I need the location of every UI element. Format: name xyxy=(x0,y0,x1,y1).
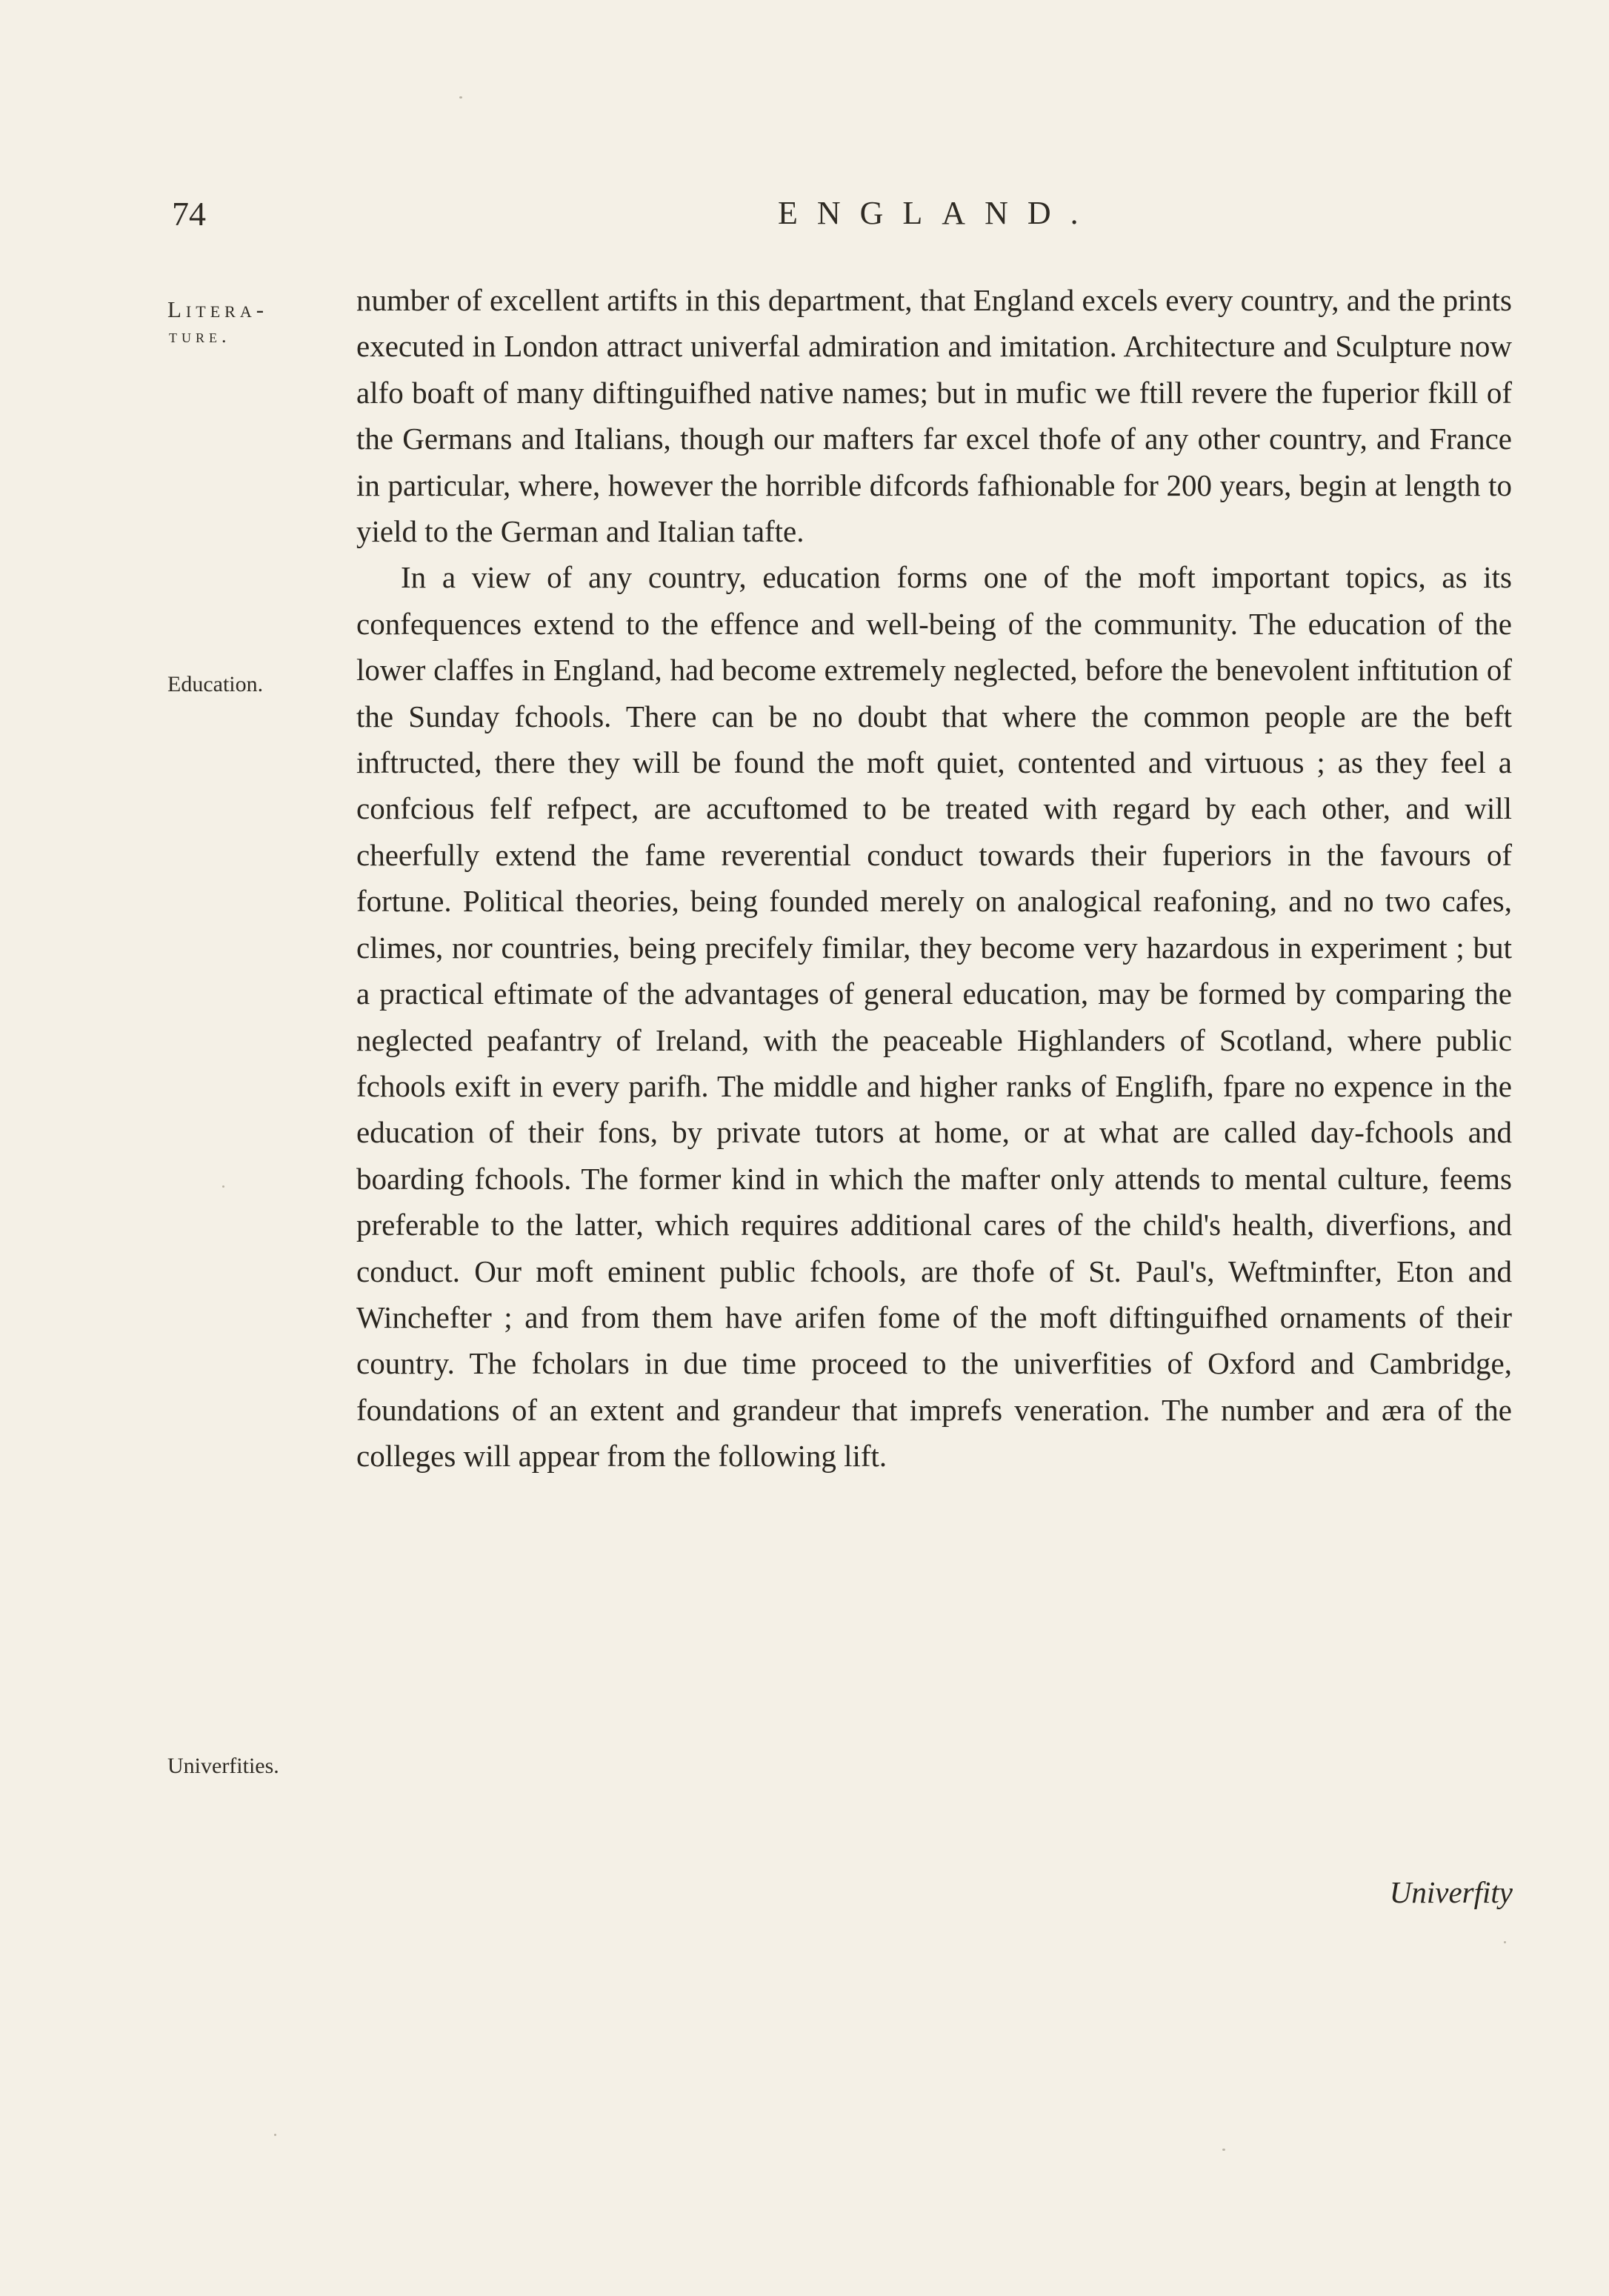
paragraph-education: In a view of any country, education forms one of the moft important topics, as its confequences extend to the effence and well-being of the community. The education of the lower claffes in England, had become extremely neglected, before the benevolent inftitution of the Sunday fchools. There can be no doubt that where the common people are the beft inftructed, there they will be found the moft quiet, contented and virtuous ; as they feel a confcious felf refpect, are accuftomed to be treated with regard by each other, and will cheerfully extend the fame reverential conduct towards their fuperiors in the favours of fortune. Political theories, being founded merely on analogical reafoning, and no two cafes, climes, nor countries, being precifely fimilar, they become very hazardous in experiment ; but a practical eftimate of the advantages of general education, may be formed by comparing the neglected peafantry of Ireland, with the peaceable Highlanders of Scotland, where public fchools exift in every parifh. The middle and higher ranks of Englifh, fpare no expence in the education of their fons, by private tutors at home, or at what are called day-fchools and boarding fchools. The former kind in which the mafter only attends to mental culture, feems preferable to the latter, which requires additional cares of the child's health, diverfions, and conduct. Our moft eminent public fchools, are thofe of St. Paul's, Weftminfter, Eton and Winchefter ; and from them have arifen fome of the moft diftinguifhed ornaments of their country. The fcholars in due time proceed to the univerfities of Oxford and Cambridge, foundations of an extent and grandeur that imprefs veneration. The number and æra of the colleges will appear from the following lift. xyxy=(356,560,1512,1474)
margin-note-education: Education. xyxy=(167,672,264,696)
margin-note-literature-line1: Litera- xyxy=(167,296,269,322)
margin-note-universities: Univerfities. xyxy=(167,1754,279,1778)
paper-speck xyxy=(274,2134,276,2136)
paragraph-literature: number of excellent artifts in this department, that England excels every country, and the prints executed in London attract univerfal admiration and imitation. Architecture and Sculpture now alfo boaft of many diftinguifhed native names; but in mufic we ftill revere the fuperior fkill of the Germans and Italians, though our mafters far excel thofe of any other country, and France in particular, where, however the horrible difcords fafhionable for 200 years, begin at length to yield to the German and Italian tafte. xyxy=(356,283,1512,549)
running-title: ENGLAND. xyxy=(778,195,1098,231)
catchword: Univerfity xyxy=(1389,1875,1513,1909)
paper-speck xyxy=(222,1185,224,1188)
paper-speck xyxy=(1222,2149,1225,2151)
page-number: 74 xyxy=(172,195,206,233)
paper-speck xyxy=(1504,1941,1506,1943)
body-text xyxy=(356,277,1512,1480)
margin-note-literature-line2: ture. xyxy=(169,325,231,347)
paper-speck xyxy=(459,96,462,99)
